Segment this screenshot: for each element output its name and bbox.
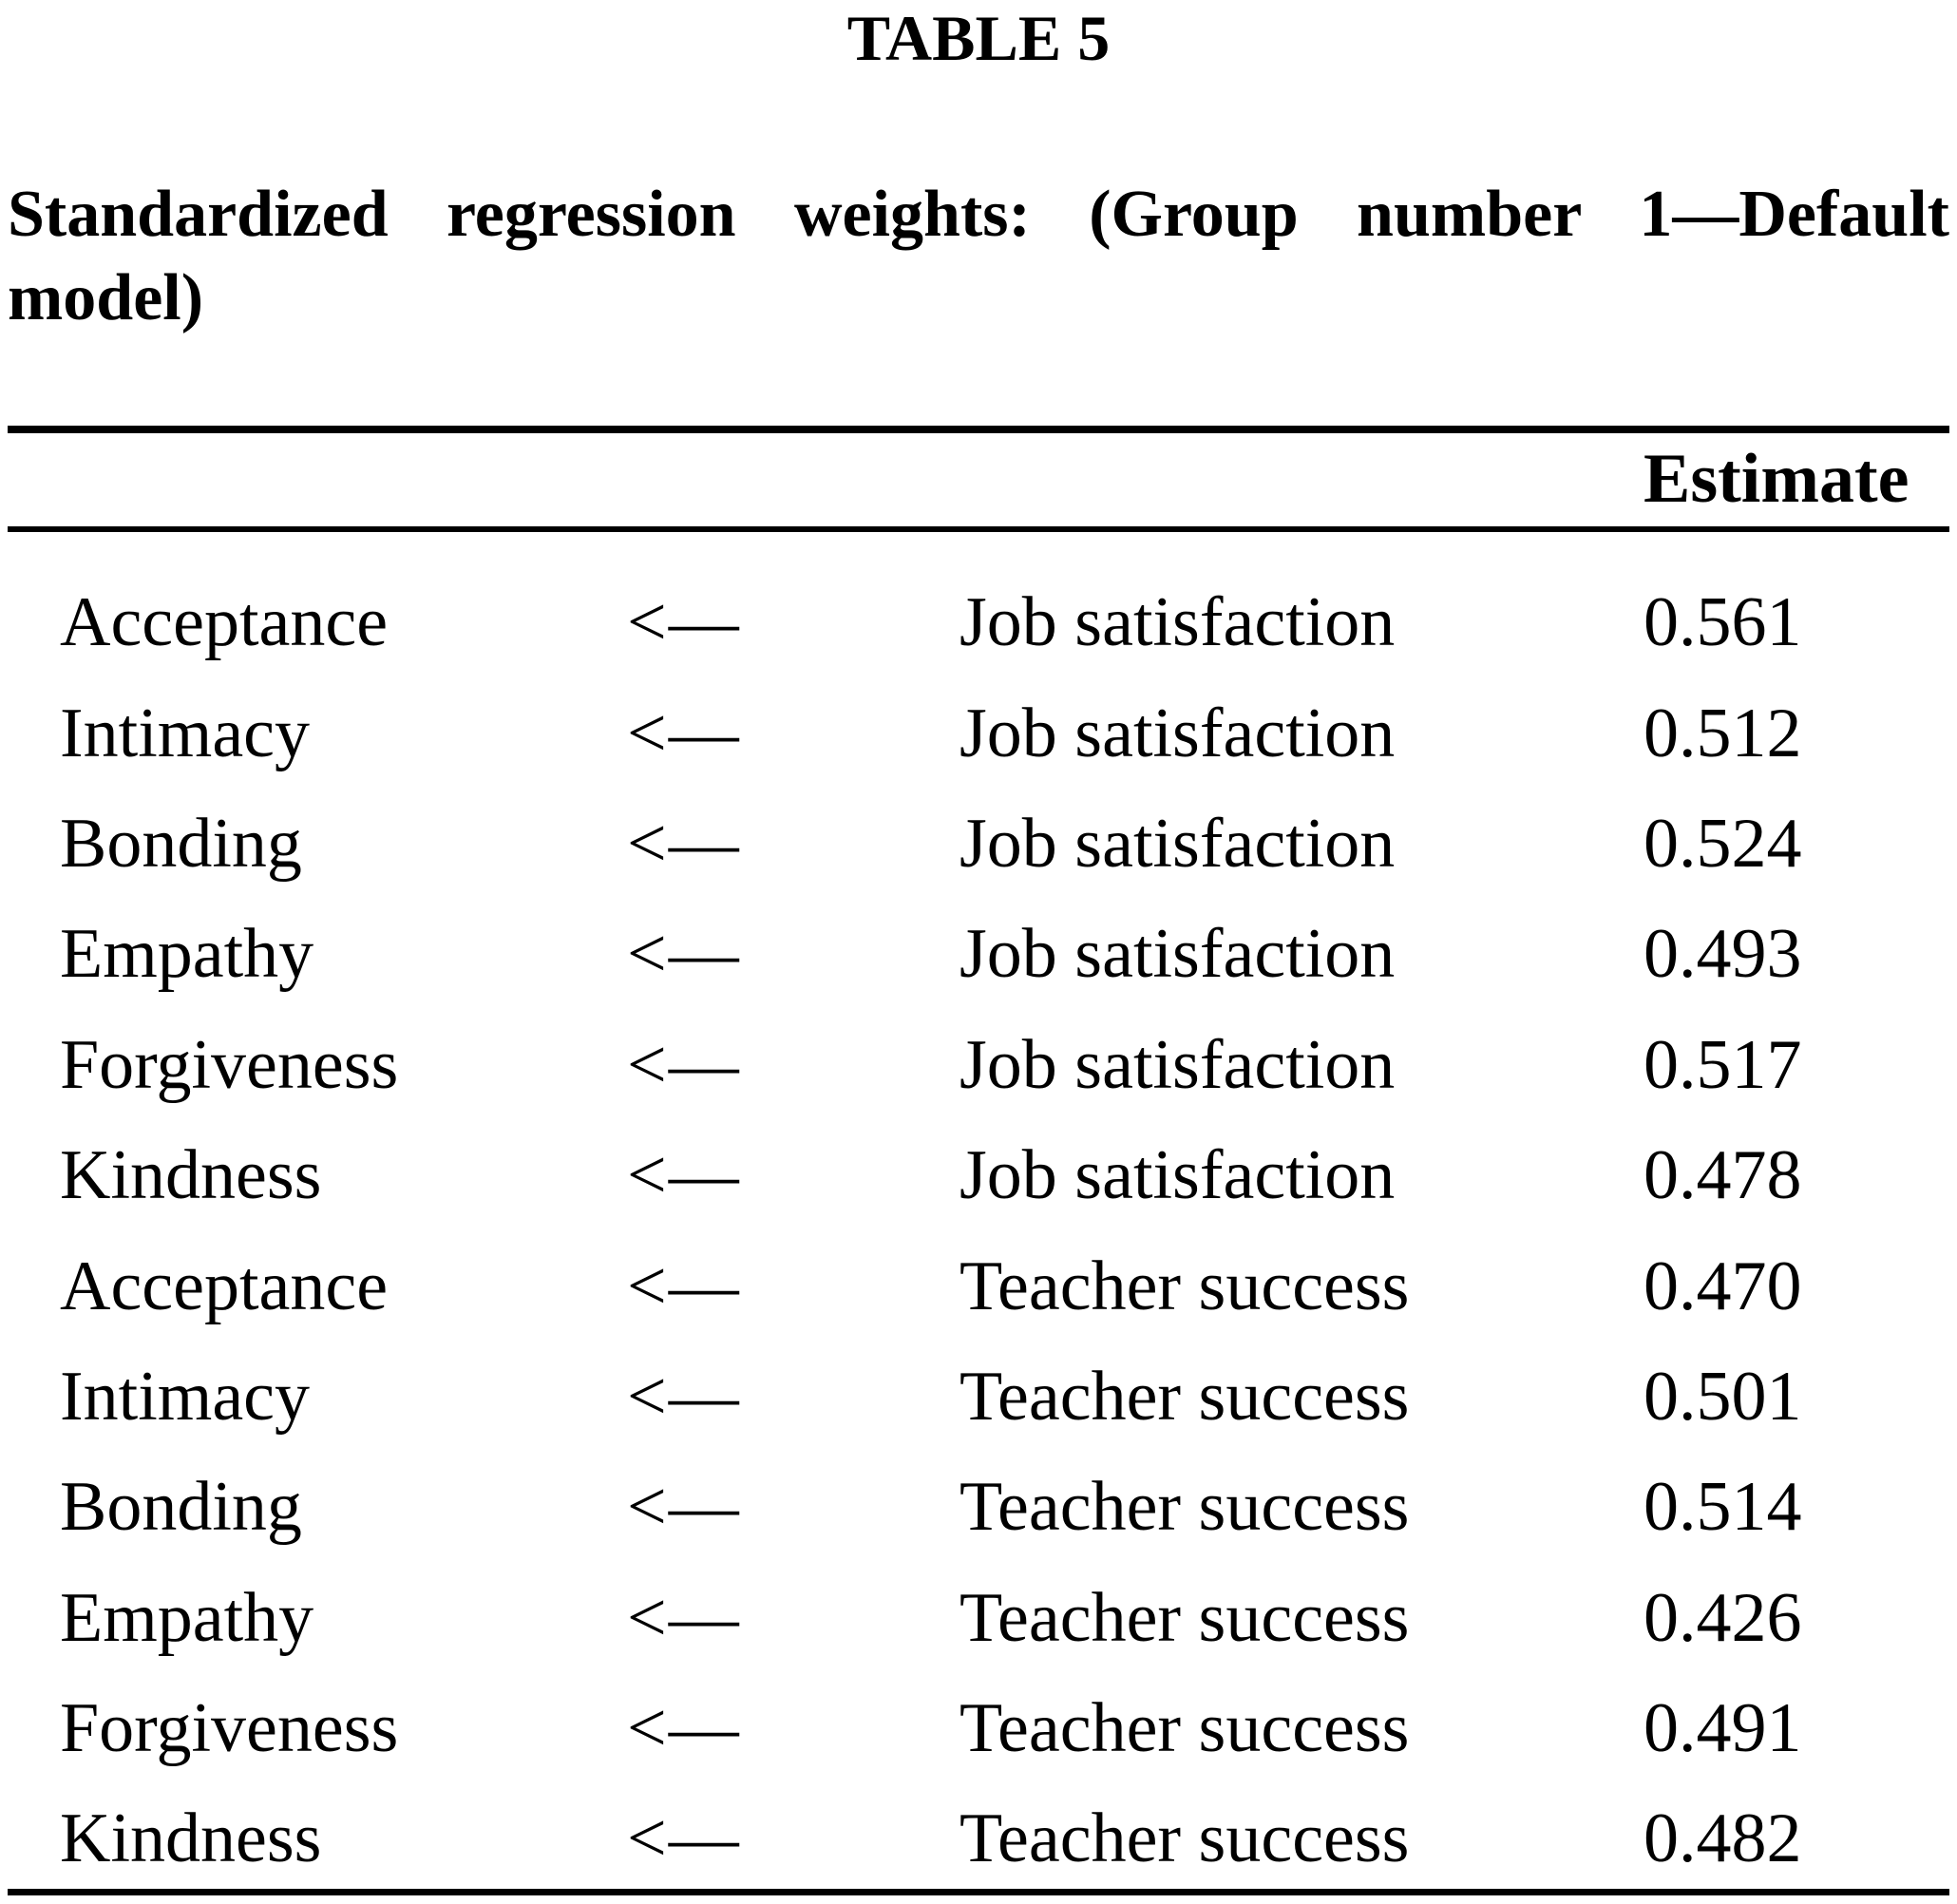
- estimate-cell: 0.470: [1644, 1247, 1802, 1325]
- estimate-cell: 0.517: [1644, 1025, 1802, 1104]
- predictor-cell: Teacher success: [960, 1468, 1410, 1547]
- table-row: [0, 1120, 1957, 1230]
- estimate-cell: 0.514: [1644, 1468, 1802, 1547]
- estimate-cell: 0.524: [1644, 804, 1802, 883]
- table-row: [0, 1230, 1957, 1341]
- table-caption-line2: model): [8, 261, 204, 334]
- predictor-cell: Job satisfaction: [960, 1136, 1396, 1215]
- dependent-cell: Forgiveness: [60, 1025, 399, 1104]
- table-header-rule: [8, 526, 1949, 532]
- arrow-cell: <—: [627, 1799, 741, 1878]
- estimate-cell: 0.501: [1644, 1357, 1802, 1436]
- table-row: [0, 1342, 1957, 1452]
- dependent-cell: Empathy: [60, 1578, 314, 1657]
- dependent-cell: Intimacy: [60, 694, 311, 772]
- table-bottom-rule: [8, 1889, 1949, 1895]
- dependent-cell: Forgiveness: [60, 1689, 399, 1768]
- estimate-cell: 0.482: [1644, 1799, 1802, 1878]
- table-caption: [8, 173, 1949, 340]
- table-row: [0, 1452, 1957, 1562]
- arrow-cell: <—: [627, 915, 741, 994]
- dependent-cell: Bonding: [60, 804, 302, 883]
- table-row: [0, 677, 1957, 788]
- predictor-cell: Job satisfaction: [960, 915, 1396, 994]
- arrow-cell: <—: [627, 1468, 741, 1547]
- table-row: [0, 899, 1957, 1009]
- arrow-cell: <—: [627, 1247, 741, 1325]
- estimate-cell: 0.561: [1644, 583, 1802, 662]
- predictor-cell: Teacher success: [960, 1689, 1410, 1768]
- dependent-cell: Empathy: [60, 915, 314, 994]
- arrow-cell: <—: [627, 1578, 741, 1657]
- dependent-cell: Kindness: [60, 1136, 322, 1215]
- table-row: [0, 789, 1957, 899]
- arrow-cell: <—: [627, 804, 741, 883]
- predictor-cell: Job satisfaction: [960, 1025, 1396, 1104]
- arrow-cell: <—: [627, 1357, 741, 1436]
- table-row: [0, 567, 1957, 677]
- table-rows: [0, 567, 1957, 1894]
- predictor-cell: Teacher success: [960, 1799, 1410, 1878]
- predictor-cell: Teacher success: [960, 1578, 1410, 1657]
- table-row: [0, 1563, 1957, 1673]
- estimate-cell: 0.426: [1644, 1578, 1802, 1657]
- predictor-cell: Job satisfaction: [960, 804, 1396, 883]
- predictor-cell: Teacher success: [960, 1357, 1410, 1436]
- arrow-cell: <—: [627, 1689, 741, 1768]
- predictor-cell: Job satisfaction: [960, 694, 1396, 772]
- estimate-cell: 0.512: [1644, 694, 1802, 772]
- dependent-cell: Acceptance: [60, 1247, 389, 1325]
- dependent-cell: Intimacy: [60, 1357, 311, 1436]
- arrow-cell: <—: [627, 1025, 741, 1104]
- arrow-cell: <—: [627, 694, 741, 772]
- table-row: [0, 1010, 1957, 1120]
- table-row: [0, 1783, 1957, 1894]
- dependent-cell: Kindness: [60, 1799, 322, 1878]
- dependent-cell: Acceptance: [60, 583, 389, 662]
- dependent-cell: Bonding: [60, 1468, 302, 1547]
- estimate-cell: 0.493: [1644, 915, 1802, 994]
- estimate-column-header: Estimate: [1644, 440, 1910, 518]
- table-top-rule: [8, 426, 1949, 433]
- table-row: [0, 1673, 1957, 1783]
- estimate-cell: 0.478: [1644, 1136, 1802, 1215]
- arrow-cell: <—: [627, 1136, 741, 1215]
- table-label: TABLE 5: [846, 2, 1111, 74]
- table-caption-line1: Standardized regression weights: (Group number 1—Default: [8, 178, 1949, 251]
- predictor-cell: Job satisfaction: [960, 583, 1396, 662]
- predictor-cell: Teacher success: [960, 1247, 1410, 1325]
- estimate-cell: 0.491: [1644, 1689, 1802, 1768]
- arrow-cell: <—: [627, 583, 741, 662]
